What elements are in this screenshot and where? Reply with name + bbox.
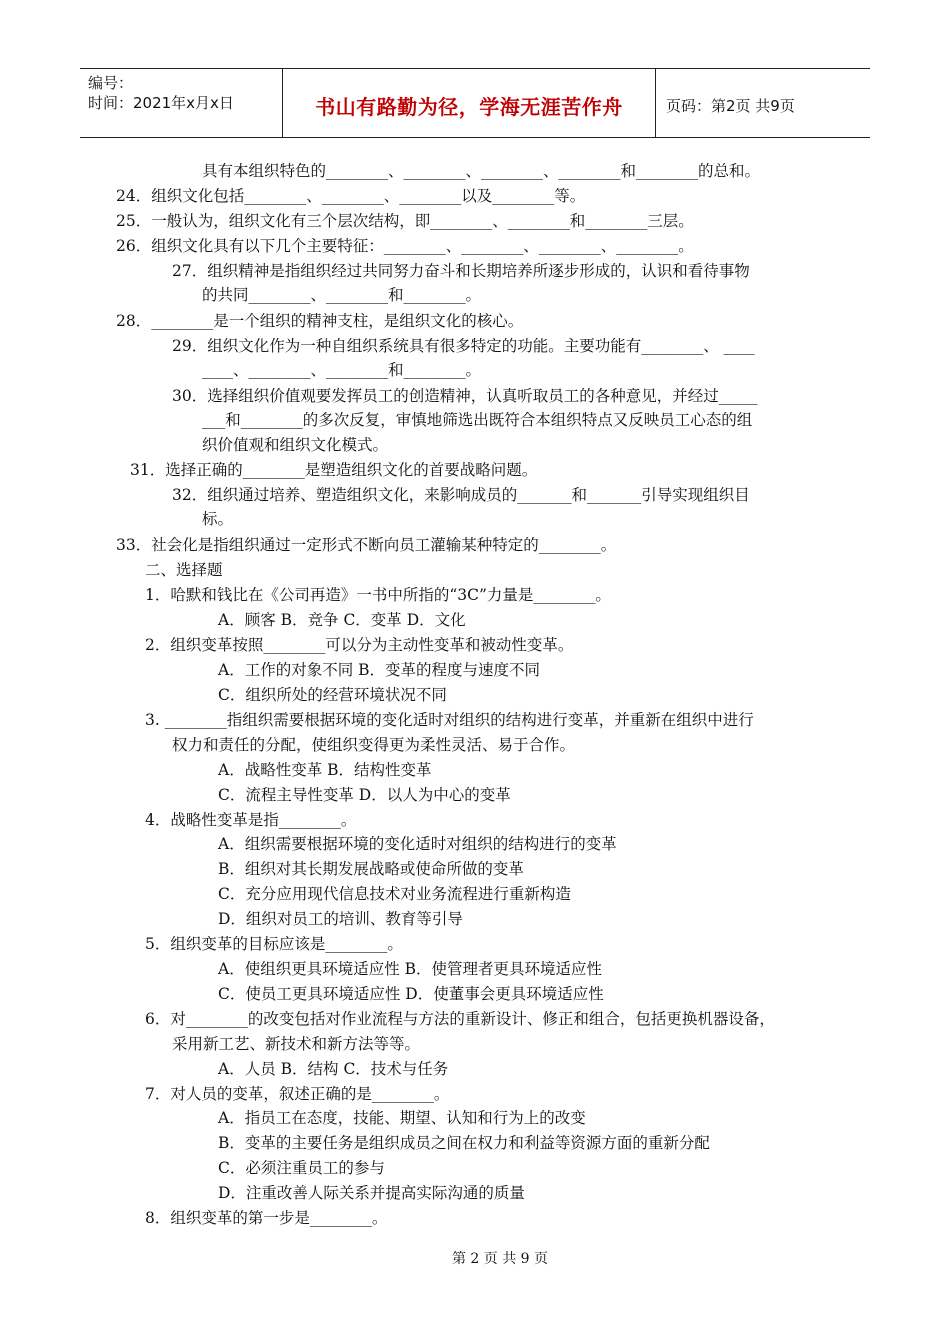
text-line: 具有本组织特色的________、________、________、________和________的总和。 [202,162,761,180]
question: 1．哈默和钱比在《公司再造》一书中所指的“3C”力量是________。 [145,586,611,604]
page-label: 页码：第2页 共9页 [666,97,795,115]
page-footer: 第 2 页 共 9 页 [451,1251,549,1267]
options: B．组织对其长期发展战略或使命所做的变革 [218,860,524,878]
question: 4．战略性变革是指________。 [145,811,357,829]
options: C．使员工更具环境适应性 D．使董事会更具环境适应性 [218,985,604,1003]
text-line: 25．一般认为，组织文化有三个层次结构，即________、________和________三层。 [116,212,694,230]
options: A．战略性变革 B．结构性变革 [218,761,432,779]
options: D．组织对员工的培训、教育等引导 [218,910,463,928]
question-cont: 权力和责任的分配，使组织变得更为柔性灵活、易于合作。 [172,736,576,754]
options: A．工作的对象不同 B．变革的程度与速度不同 [218,661,541,679]
header-motto-cell [283,69,656,137]
text-line: 的共同________、________和________。 [202,286,482,304]
options: B．变革的主要任务是组织成员之间在权力和利益等资源方面的重新分配 [218,1134,710,1152]
question: 6．对________的改变包括对作业流程与方法的重新设计、修正和组合，包括更换机器设备， [145,1010,775,1028]
options: C．充分应用现代信息技术对业务流程进行重新构造 [218,885,571,903]
text-line: ___和________的多次反复，审慎地筛选出既符合本组织特点又反映员工心态的组 [202,411,753,429]
question: 8．组织变革的第一步是________。 [145,1209,388,1227]
options: A．使组织更具环境适应性 B．使管理者更具环境适应性 [218,960,603,978]
question: 2．组织变革按照________可以分为主动性变革和被动性变革。 [145,636,574,654]
text-line: 33．社会化是指组织通过一定形式不断向员工灌输某种特定的________。 [116,536,617,554]
motto: 书山有路勤为径，学海无涯苦作舟 [315,95,623,119]
text-line: 30．选择组织价值观要发挥员工的创造精神，认真听取员工的各种意见，并经过_____ [172,387,758,405]
text-line: 织价值观和组织文化模式。 [202,436,389,454]
options: C．组织所处的经营环境状况不同 [218,686,447,704]
text-line: 32．组织通过培养、塑造组织文化，来影响成员的_______和_______引导实现组织目 [172,486,750,504]
question-cont: 采用新工艺、新技术和新方法等等。 [172,1035,421,1053]
options: C．流程主导性变革 D．以人为中心的变革 [218,786,511,804]
options: A．组织需要根据环境的变化适时对组织的结构进行的变革 [218,835,617,853]
header-page-cell [656,69,870,137]
text-line: 标。 [202,510,234,528]
text-line: 31．选择正确的________是塑造组织文化的首要战略问题。 [130,461,538,479]
text-line: 26．组织文化具有以下几个主要特征：________、________、________、________。 [116,237,694,255]
options: A．指员工在态度，技能、期望、认知和行为上的改变 [218,1109,586,1127]
question: 7．对人员的变革，叙述正确的是________。 [145,1085,450,1103]
question: 5．组织变革的目标应该是________。 [145,935,403,953]
options: D．注重改善人际关系并提高实际沟通的质量 [218,1184,525,1202]
header-info-cell [80,69,283,137]
text-line: 28．________是一个组织的精神支柱，是组织文化的核心。 [116,312,524,330]
time-label: 时间：2021年x月x日 [88,94,234,112]
number-label: 编号： [88,74,134,92]
section-heading: 二、选择题 [145,561,223,579]
question: 3. ________指组织需要根据环境的变化适时对组织的结构进行变革，并重新在组织中进行 [145,711,754,729]
options: A．顾客 B．竞争 C．变革 D．文化 [218,611,466,629]
text-line: 24．组织文化包括________、________、________以及________等。 [116,187,586,205]
text-line: 29．组织文化作为一种自组织系统具有很多特定的功能。主要功能有________、 ____ [172,337,755,355]
text-line: 27．组织精神是指组织经过共同努力奋斗和长期培养所逐步形成的，认识和看待事物 [172,262,750,280]
text-line: ____、________、________和________。 [202,361,482,379]
options: A．人员 B．结构 C．技术与任务 [218,1060,449,1078]
document-header [80,68,870,138]
options: C．必须注重员工的参与 [218,1159,385,1177]
